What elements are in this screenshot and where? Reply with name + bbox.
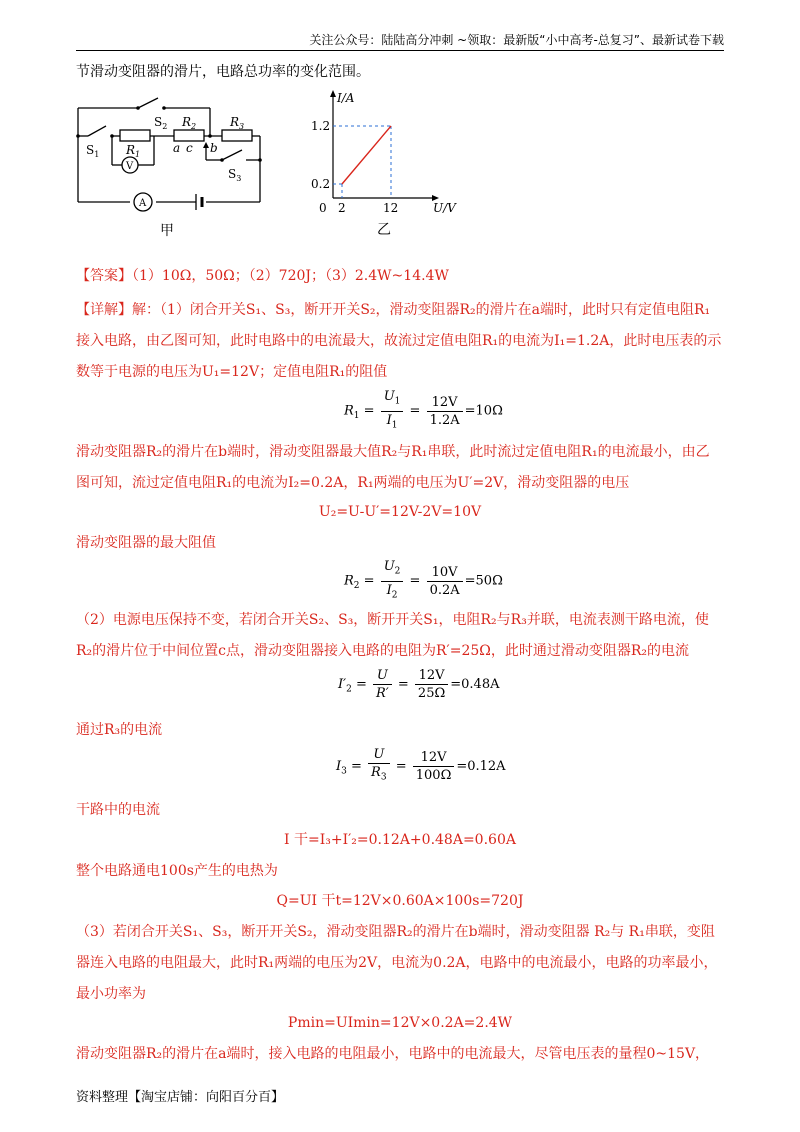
explain-line-10: 干路中的电流: [76, 802, 160, 818]
x-tick-low: 2: [338, 201, 346, 215]
label-b: b: [210, 141, 218, 155]
explain-line-12: （3）若闭合开关S₁、S₃，断开开关S₂，滑动变阻器R₂的滑片在b端时，滑动变阻器 R₂与 R₁串联，变阻: [76, 924, 715, 940]
y-axis-label: I/A: [337, 91, 355, 105]
explain-line-9: 通过R₃的电流: [76, 722, 163, 738]
explain-line-7: （2）电源电压保持不变，若闭合开关S₂、S₃，断开开关S₁，电阻R₂与R₃并联，电流表测干路电流，使: [76, 612, 709, 628]
explain-line-11: 整个电路通电100s产生的电热为: [76, 863, 278, 879]
equation-i3: $I_3$ = $\frac{U}{R_3}$ = $\frac{12V}{100\Omega}$ =0.12A: [336, 747, 506, 783]
equation-pmin: Pmin=UImin=12V×0.2A=2.4W: [287, 1015, 513, 1031]
equation-i2: $I'_2$ = $\frac{U}{R'}$ = $\frac{12V}{25\Omega}$ =0.48A: [338, 668, 500, 701]
answer-text: （1）10Ω，50Ω；（2）720J；（3）2.4W~14.4W: [132, 268, 449, 284]
explain-text: 解：（1）闭合开关S₁、S₃，断开开关S₂，滑动变阻器R₂的滑片在a端时，此时只有定值电阻R₁: [132, 302, 711, 318]
intro-line: 节滑动变阻器的滑片，电路总功率的变化范围。: [76, 64, 370, 80]
label-s2: $S_2$: [154, 115, 168, 131]
explain-line-13: 器连入电路的电阻最大，此时R₁两端的电压为2V，电流为0.2A，电路中的电流最小，电路的功率最小，: [76, 955, 718, 971]
circuit-diagram: [70, 90, 280, 240]
circuit-caption: 甲: [160, 223, 174, 239]
y-tick-low: 0.2: [311, 177, 331, 191]
explain-line-3: 数等于电源的电压为U₁=12V；定值电阻R₁的阻值: [76, 364, 388, 380]
equation-heat: Q=UI 干t=12V×0.60A×100s=720J: [276, 893, 524, 909]
graph-caption: 乙: [377, 222, 391, 238]
ammeter-label: A: [139, 198, 147, 209]
label-r1: $R_1$: [126, 143, 141, 159]
explain-line-4: 滑动变阻器R₂的滑片在b端时，滑动变阻器最大值R₂与R₁串联，此时流过定值电阻R₁的电流最小，由乙: [76, 444, 710, 460]
iv-series-line: [342, 126, 391, 184]
equation-u2: U₂=U-U′=12V-2V=10V: [318, 504, 482, 520]
page-header: 关注公众号：陆陆高分冲刺 ~领取：最新版“小中高考-总复习”、最新试卷下载: [76, 32, 724, 51]
answer-line: [76, 266, 449, 286]
equation-i-total: I 干=I₃+I′₂=0.12A+0.48A=0.60A: [284, 832, 516, 848]
label-c: c: [186, 141, 193, 155]
explain-line-14: 最小功率为: [76, 986, 146, 1002]
label-s3: $S_3$: [228, 167, 242, 183]
page-footer: 资料整理【淘宝店铺：向阳百分百】: [76, 1090, 285, 1105]
label-r3: $R_3$: [230, 115, 245, 131]
origin-label: 0: [319, 201, 327, 215]
explain-line-8: R₂的滑片位于中间位置c点，滑动变阻器接入电路的电阻为R′=25Ω，此时通过滑动变阻器R₂的电流: [76, 643, 690, 659]
explain-line-6: 滑动变阻器的最大阻值: [76, 535, 216, 551]
x-axis-label: U/V: [433, 201, 456, 215]
explain-line-15: 滑动变阻器R₂的滑片在a端时，接入电路的电阻最小，电路中的电流最大，尽管电压表的量程0~15V，: [76, 1046, 710, 1062]
y-tick-high: 1.2: [311, 119, 331, 133]
answer-tag: 【答案】: [76, 268, 132, 284]
label-s1: $S_1$: [86, 143, 100, 159]
label-r2: $R_2$: [182, 115, 197, 131]
explain-line-5: 图可知，流过定值电阻R₁的电流为I₂=0.2A，R₁两端的电压为U′=2V，滑动变阻器的电压: [76, 475, 630, 491]
equation-r1: $R_1$ = $\frac{U_1}{I_1}$ = $\frac{12V}{1.2A}$ =10Ω: [344, 389, 503, 431]
equation-r2: $R_2$ = $\frac{U_2}{I_2}$ = $\frac{10V}{0.2A}$ =50Ω: [344, 559, 503, 601]
iv-graph: [305, 88, 475, 238]
x-tick-high: 12: [383, 201, 399, 215]
explain-line-2: 接入电路，由乙图可知，此时电路中的电流最大，故流过定值电阻R₁的电流为I₁=1.2A，此时电压表的示: [76, 333, 722, 349]
label-a: a: [173, 141, 181, 155]
explain-line-1: [76, 300, 710, 320]
voltmeter-label: V: [126, 161, 134, 172]
explain-tag: 【详解】: [76, 302, 132, 318]
